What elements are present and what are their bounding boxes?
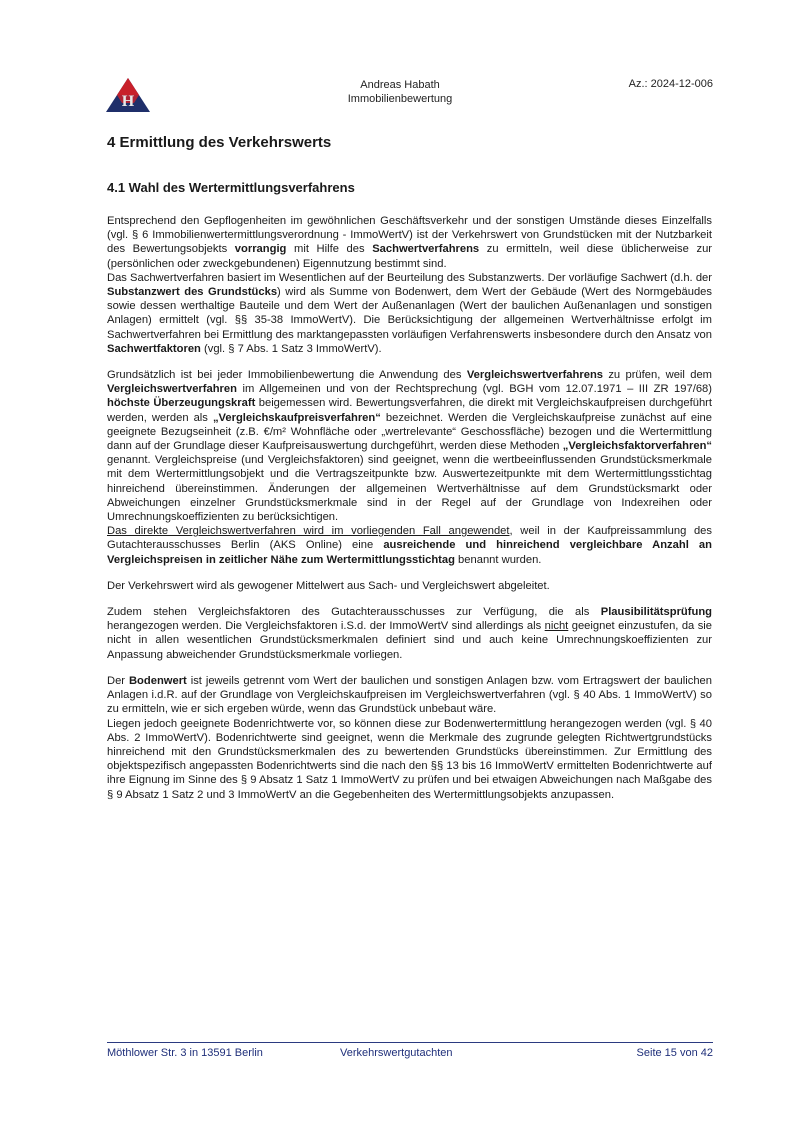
header-name: Andreas Habath (360, 79, 440, 91)
paragraph-7: Der Bodenwert ist jeweils getrennt vom Wert der baulichen und sonstigen Anlagen bzw. vom Ertragswert der baulichen Anlagen i.d.R. auf der Grundlage von Vergleichskaufpreisen im Vergleichswertverfahren (vgl. § 40 Abs. 1 ImmoWertV) so zu ermitteln, wie er sich ergeben würde, wenn das Grundstück unbebaut wäre. (107, 674, 712, 716)
header-subtitle: Immobilienbewertung (347, 93, 453, 105)
paragraph-3: Grundsätzlich ist bei jeder Immobilienbewertung die Anwendung des Vergleichswertverfahrens zu prüfen, weil dem Vergleichswertverfahren im Allgemeinen und von der Rechtsprechung (vgl. BGH vom 12.07.1971 – III ZR 197/68) höchste Überzeugungskraft beigemessen wird. Bewertungsverfahren, die direkt mit Vergleichskaufpreisen durchgeführt werden, werden als „Vergleichskaufpreisverfahren“ bezeichnet. Werden die Vergleichskaufpreise zunächst auf eine geeignete Bezugseinheit (z.B. €/m² Wohnfläche oder „wertrelevante“ Geschossfläche) bezogen und die Wertermittlung dann auf der Grundlage dieser Kaufpreisauswertung durchgeführt, werden diese Methoden „Vergleichsfaktorverfahren“ genannt. Vergleichspreise (und Vergleichsfaktoren) sind geeignet, wenn die wertbeeinflussenden Grundstücksmerkmale mit dem Wertermittlungsobjekt und die Vertragszeitpunkte bzw. Auswertezeitpunkte mit dem Wertermittlungsstichtag hinreichend übereinstimmen. Änderungen der allgemeinen Wertverhältnisse auf dem Grundstücksmarkt oder Abweichungen einzelner Grundstücksmerkmale sind in der Regel auf der Grundlage von Indexreihen oder Umrechnungskoeffizienten zu berücksichtigen. (107, 369, 712, 524)
page-content (107, 134, 712, 814)
paragraph-8: Liegen jedoch geeignete Bodenrichtwerte vor, so können diese zur Bodenwertermittlung herangezogen werden (vgl. § 40 Abs. 2 ImmoWertV). Bodenrichtwerte sind geeignet, wenn die Merkmale des zugrunde gelegten Richtwertgrundstücks hinreichend mit den Grundstücksmerkmalen des zu bewertenden Grundstücks übereinstimmen. Zur Ermittlung des objektspezifisch angepassten Bodenrichtwerts sind die nach den §§ 13 bis 16 ImmoWertV ermittelten Bodenrichtwerte auf ihre Eignung im Sinne des § 9 Absatz 1 Satz 1 ImmoWertV zu prüfen und bei etwaigen Abweichungen nach Maßgabe des § 9 Absatz 1 Satz 2 und 3 ImmoWertV an die Gegebenheiten des Wertermittlungsobjekts anzupassen. (107, 717, 712, 801)
paragraph-2: Das Sachwertverfahren basiert im Wesentlichen auf der Beurteilung des Substanzwerts. Der vorläufige Sachwert (d.h. der Substanzwert des Grundstücks) wird als Summe von Bodenwert, dem Wert der Gebäude (Wert des Normgebäudes sowie dessen werthaltige Bauteile und dem Wert der Außenanlagen (Wert der baulichen Außenanlagen und sonstigen Anlagen) ermittelt (vgl. §§ 35-38 ImmoWertV). Die Berücksichtigung der allgemeinen Wertverhältnisse erfolgt im Sachwertverfahren bei Ermittlung des marktangepassten vorläufigen Verfahrenswerts insbesondere durch den Ansatz von Sachwertfaktoren (vgl. § 7 Abs. 1 Satz 3 ImmoWertV). (107, 271, 712, 355)
subsection-title: 4.1 Wahl des Wertermittlungsverfahrens (107, 180, 355, 195)
header-center (300, 78, 500, 106)
footer-address: Möthlower Str. 3 in 13591 Berlin (107, 1047, 263, 1059)
paragraph-4: Das direkte Vergleichswertverfahren wird im vorliegenden Fall angewendet, weil in der Kaufpreissammlung des Gutachterausschusses Berlin (AKS Online) eine ausreichende und hinreichend vergleichbare Anzahl an Vergleichspreisen in zeitlicher Nähe zum Wertermittlungsstichtag benannt wurden. (107, 525, 712, 566)
paragraph-5: Der Verkehrswert wird als gewogener Mittelwert aus Sach- und Vergleichswert abgeleitet. (107, 579, 550, 592)
paragraph-6: Zudem stehen Vergleichsfaktoren des Gutachterausschusses zur Verfügung, die als Plausibilitätsprüfung herangezogen werden. Die Vergleichsfaktoren i.S.d. der ImmoWertV sind allerdings als nicht geeignet einzustufen, da sie nicht in allen wesentlichen Grundstücksmerkmalen definiert sind und auch keine Umrechnungskoeffizienten zur Anpassung abweichender Grundstücksmerkmale vorliegen. (107, 606, 713, 661)
footer-doc-type: Verkehrswertgutachten (340, 1047, 453, 1059)
header-reference: Az.: 2024-12-006 (628, 78, 713, 90)
footer-divider (107, 1042, 713, 1043)
paragraph-1: Entsprechend den Gepflogenheiten im gewöhnlichen Geschäftsverkehr und der sonstigen Umstände dieses Einzelfalls (vgl. § 6 Immobilienwertermittlungsverordnung - ImmoWertV) ist der Verkehrswert von Grundstücken mit der Nutzbarkeit des Bewertungsobjekts vorrangig mit Hilfe des Sachwertverfahrens zu ermitteln, weil diese üblicherweise zur (persönlichen oder zweckgebundenen) Eigennutzung bestimmt sind. (107, 215, 713, 270)
section-title: 4 Ermittlung des Verkehrswerts (107, 134, 332, 151)
footer-page-number: Seite 15 von 42 (636, 1047, 713, 1059)
house-h-logo-icon (106, 76, 150, 114)
logo-letter: H (121, 93, 135, 110)
